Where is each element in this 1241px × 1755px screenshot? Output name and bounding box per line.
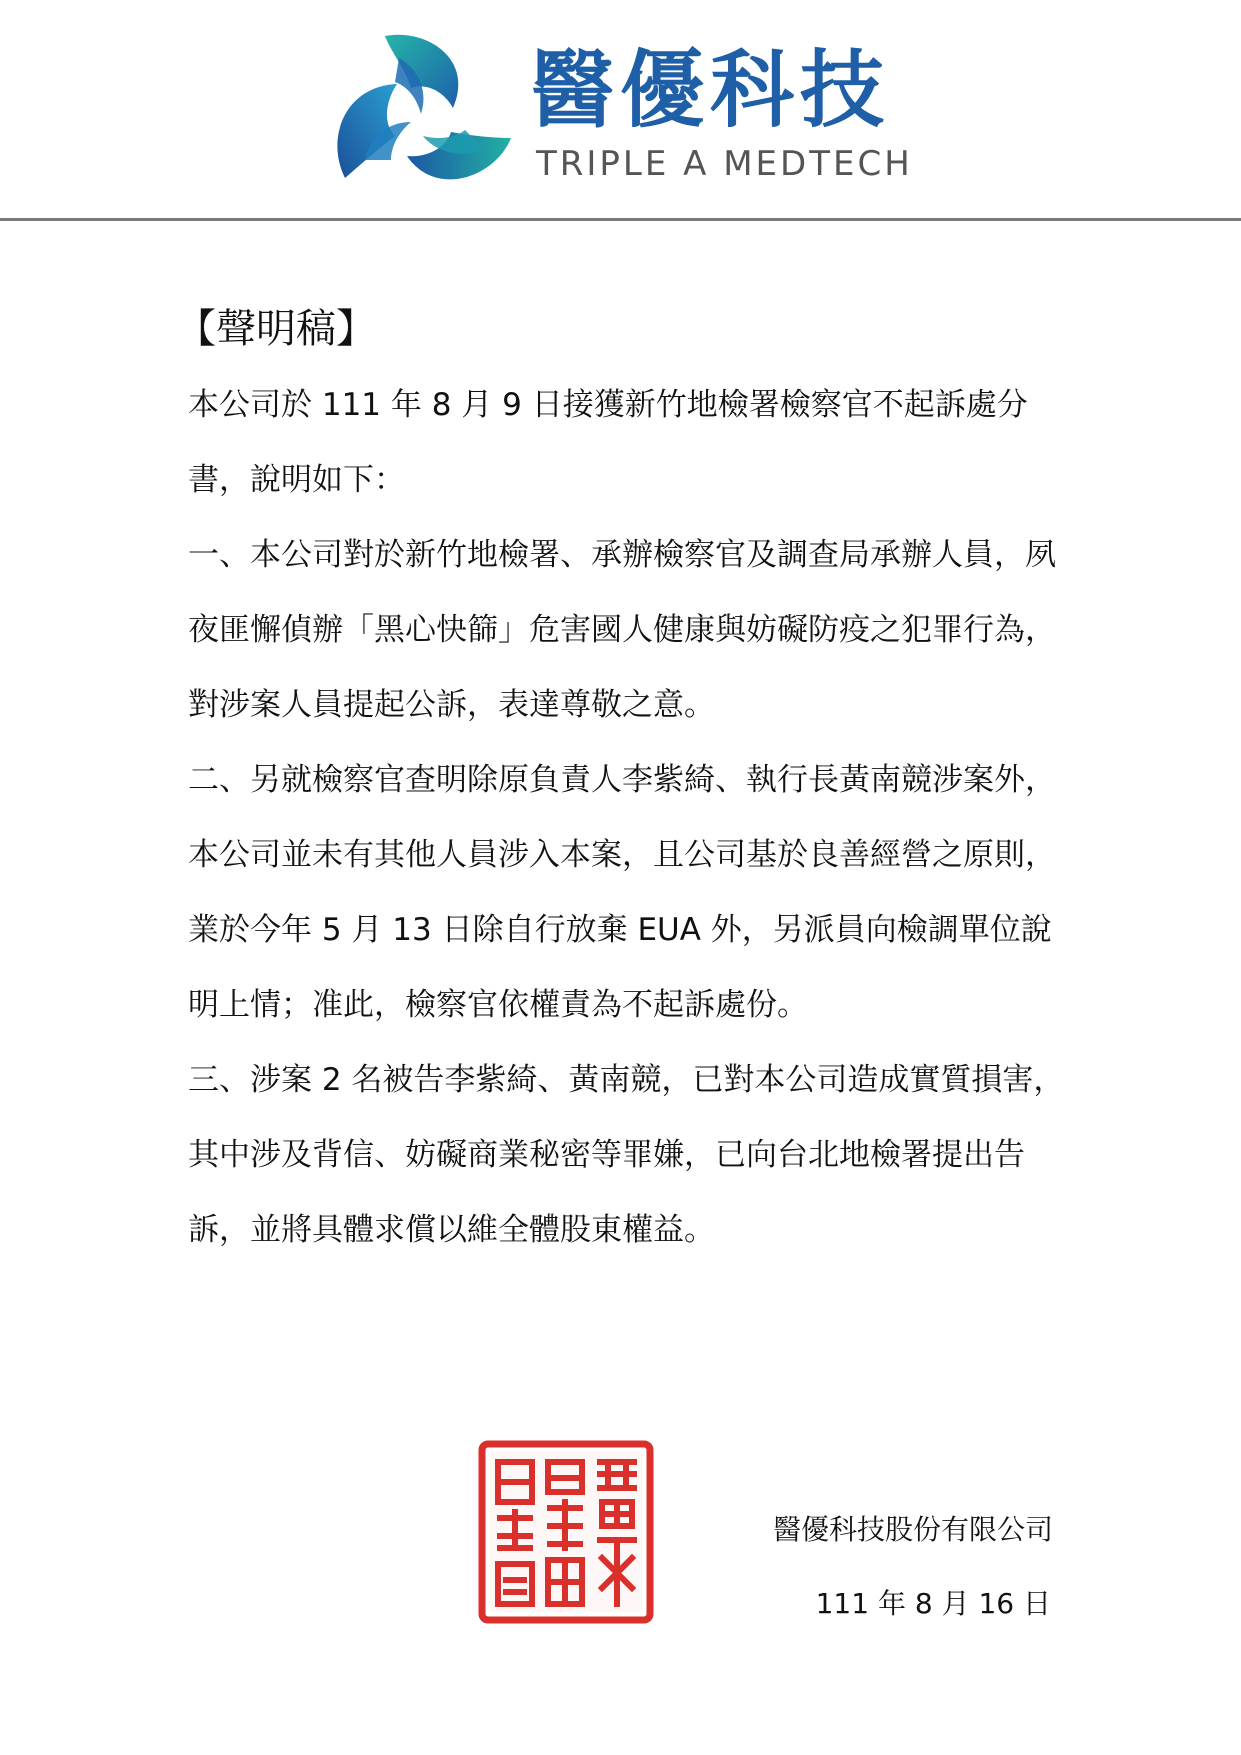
brand-name: 醫優科技 [530, 41, 891, 139]
paragraph-two: 二、另就檢察官查明除原負責人李紫綺、執行長黃南競涉案外，本公司並未有其他人員涉入本案，且公司基於良善經營之原則，業於今年 5 月 13 日除自行放棄 EUA 外，另派員向檢調單位說明上情；准此，檢察官依權責為不起訴處份。 [188, 762, 1056, 1023]
page-title: 【聲明稿】 [176, 306, 376, 352]
brand-subtitle: TRIPLE A MEDTECH [536, 144, 913, 184]
letterhead [0, 0, 1241, 220]
signature-date: 111 年 8 月 16 日 [815, 1587, 1051, 1620]
company-name: 醫優科技股份有限公司 [772, 1513, 1053, 1546]
triple-a-medtech-logo-icon [325, 28, 515, 190]
paragraph-three: 三、涉案 2 名被告李紫綺、黃南競，已對本公司造成實質損害，其中涉及背信、妨礙商業秘密等罪嫌，已向台北地檢署提出告訴，並將具體求償以維全體股東權益。 [188, 1062, 1065, 1248]
paragraph-one: 一、本公司對於新竹地檢署、承辦檢察官及調查局承辦人員，夙夜匪懈偵辦「黑心快篩」危害國人健康與妨礙防疫之犯罪行為，對涉案人員提起公訴，表達尊敬之意。 [188, 537, 1056, 723]
signature-block [0, 1420, 1241, 1670]
company-seal-icon [478, 1440, 654, 1624]
paragraph-intro: 本公司於 111 年 8 月 9 日接獲新竹地檢署檢察官不起訴處分書，說明如下： [188, 387, 1028, 498]
header-divider [0, 218, 1241, 221]
statement-body [176, 296, 1068, 1268]
